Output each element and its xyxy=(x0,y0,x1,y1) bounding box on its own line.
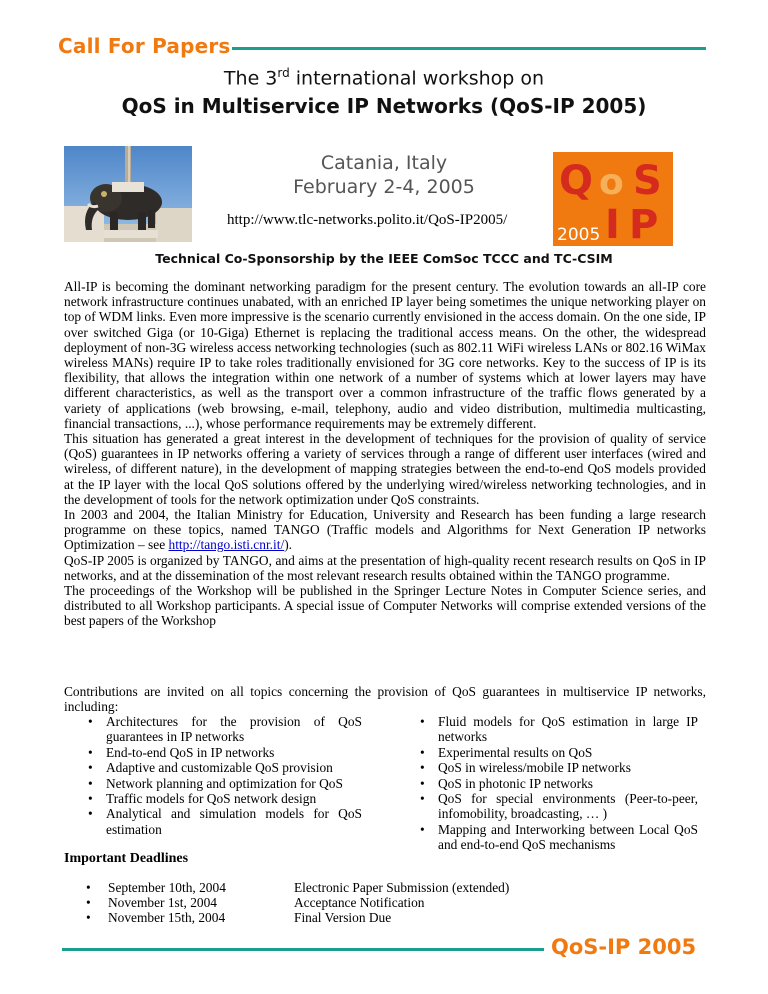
topics-left-column xyxy=(84,714,362,837)
event-place: Catania, Italy xyxy=(320,152,448,174)
topic-item: • QoS in wireless/mobile IP networks xyxy=(416,760,698,775)
body-paragraph-1: All-IP is becoming the dominant networking paradigm for the present century. The evolution towards an all-IP core network infrastructure continues unabated, with an enriched IP layer being sometimes the unique networking player on top of WDM links. Even more impressive is the scenario currently envisioned in the access domain. On the one side, IP over switched Giga (or 10-Giga) Ethernet is replacing the traditional access means. On the other, the widespread deployment of non-3G wireless access networking technologies (such as 802.11 WiFi wireless LANs or 802.16 WiMax wireless MANs) require IP to take roles traditionally envisioned for 3G core networks. Key to the success of IP is its flexibility, that allows the integration within one network of a number of systems which at lower layers may have different characteristics, as well as the transport over a common infrastructure of the traffic flows generated by a variety of applications (web browsing, e-mail, telephony, audio and video distribution, multimedia multicasting, financial transactions, ...), whose performance requirements may be extremely different. xyxy=(64,279,706,431)
call-for-papers-heading: Call For Papers xyxy=(58,34,231,58)
logo-letter-o: o xyxy=(599,162,624,203)
footer-title: QoS-IP 2005 xyxy=(551,935,697,959)
deadline-date: • November 1st, 2004 xyxy=(108,895,217,911)
p3-text-pre: In 2003 and 2004, the Italian Ministry for Education, University and Research has been funding a large research programme on these topics, named TANGO (Traffic models and Algorithms for Next Generation IP networks Optimization – see xyxy=(64,507,706,553)
topic-item: • Mapping and Interworking between Local QoS and end-to-end QoS mechanisms xyxy=(416,822,698,853)
topic-item: • Experimental results on QoS xyxy=(416,745,698,760)
logo-letter-i: I xyxy=(605,202,620,246)
event-place-date xyxy=(0,152,768,199)
topics-right-column xyxy=(416,714,698,853)
body-paragraph-3 xyxy=(64,507,706,553)
deadline-desc: Electronic Paper Submission (extended) xyxy=(294,880,510,895)
header-rule xyxy=(232,47,706,50)
topic-item: • End-to-end QoS in IP networks xyxy=(84,745,362,760)
subtitle-pre: The 3 xyxy=(223,67,278,90)
tango-link[interactable]: http://tango.isti.cnr.it/ xyxy=(168,537,285,553)
body-paragraph-5: The proceedings of the Workshop will be published in the Springer Lecture Notes in Computer Science series, and distributed to all Workshop participants. A special issue of Computer Networks will comprise extended versions of the best papers of the Workshop xyxy=(64,583,706,629)
topic-item: • Fluid models for QoS estimation in large IP networks xyxy=(416,714,698,745)
deadlines-list xyxy=(84,880,644,926)
event-dates: February 2-4, 2005 xyxy=(293,176,475,198)
logo-letter-q: Q xyxy=(559,158,594,204)
workshop-url[interactable]: http://www.tlc-networks.polito.it/QoS-IP2005/ xyxy=(227,212,508,228)
topic-item: • Adaptive and customizable QoS provision xyxy=(84,760,362,775)
sponsorship-line: Technical Co-Sponsorship by the IEEE ComSoc TCCC and TC-CSIM xyxy=(155,251,613,266)
topics-intro-text: Contributions are invited on all topics concerning the provision of QoS guarantees in multiservice IP networks, including: xyxy=(64,684,706,715)
workshop-subtitle xyxy=(0,66,768,89)
deadline-item xyxy=(84,910,644,925)
topic-item: • QoS for special environments (Peer-to-peer, infomobility, broadcasting, … ) xyxy=(416,791,698,822)
deadlines-heading: Important Deadlines xyxy=(64,851,189,866)
deadline-item xyxy=(84,880,644,895)
deadline-desc: Acceptance Notification xyxy=(294,895,425,911)
logo-letter-p: P xyxy=(629,202,659,246)
cfp-header xyxy=(58,34,706,64)
deadline-item xyxy=(84,895,644,910)
workshop-title: QoS in Multiservice IP Networks (QoS-IP 2005) xyxy=(121,94,647,118)
subtitle-sup: rd xyxy=(277,66,290,80)
body-paragraph-2: This situation has generated a great interest in the development of techniques for the provision of quality of service (QoS) guarantees in IP networks offering a variety of services through a range of different user interfaces (wired and wireless, of different nature), in the development of mapping strategies between the end-to-end QoS models provided at the IP layer with the local QoS solutions offered by the underlying wired/wireless networking technologies, and in the development of tools for the network optimization under QoS constraints. xyxy=(64,431,706,507)
deadline-desc: Final Version Due xyxy=(294,910,392,926)
logo-year: 2005 xyxy=(557,225,601,245)
p3-text-post: ). xyxy=(284,537,292,553)
deadline-date: • November 15th, 2004 xyxy=(108,910,226,926)
deadline-date: • September 10th, 2004 xyxy=(108,880,226,895)
body-paragraph-4: QoS-IP 2005 is organized by TANGO, and aims at the presentation of high-quality recent research results on QoS in IP networks, and at the dissemination of the most relevant research results obtained within the TANGO programme. xyxy=(64,552,706,583)
topic-item: • QoS in photonic IP networks xyxy=(416,776,698,791)
body-text xyxy=(64,279,706,629)
footer-rule xyxy=(62,948,544,951)
subtitle-post: international workshop on xyxy=(289,67,545,90)
topic-item: • Analytical and simulation models for QoS estimation xyxy=(84,806,362,837)
topic-item: • Architectures for the provision of QoS guarantees in IP networks xyxy=(84,714,362,745)
topics-intro xyxy=(64,684,706,714)
topic-item: • Network planning and optimization for QoS xyxy=(84,776,362,791)
topic-item: • Traffic models for QoS network design xyxy=(84,791,362,806)
logo-letter-s: S xyxy=(633,158,662,204)
